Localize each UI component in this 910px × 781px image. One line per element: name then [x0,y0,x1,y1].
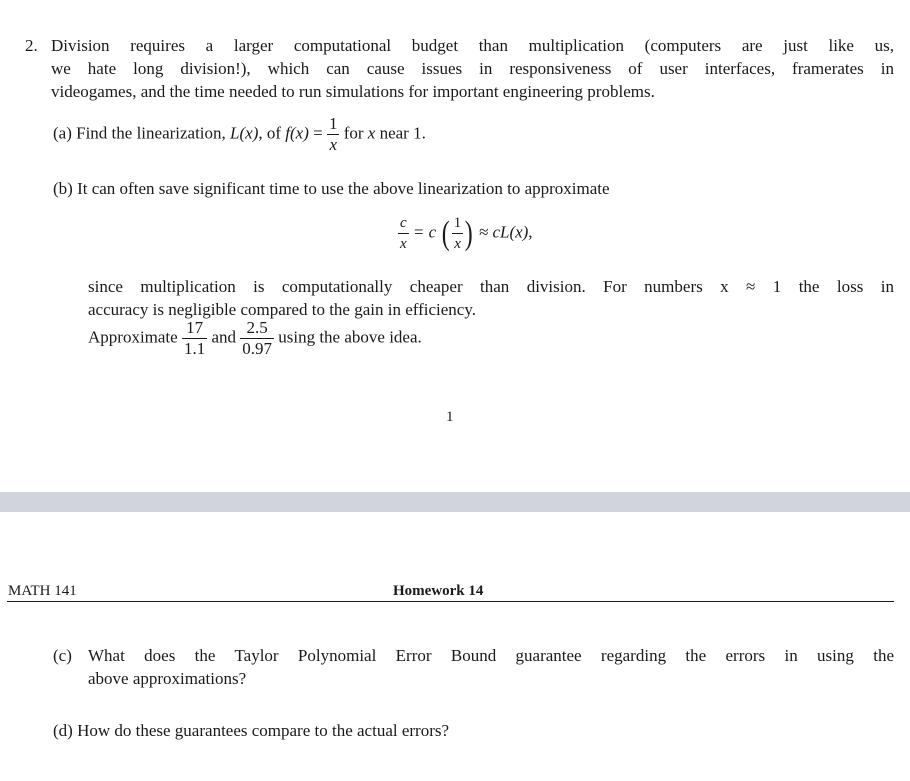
part-a-label: (a) [53,123,72,143]
c-over-x [398,214,409,253]
frac2-num: 2.5 [246,318,268,337]
part-c-line-2: above approximations? [88,669,247,688]
frac1-den: 1.1 [183,339,206,358]
approximate-end: using the above idea. [278,327,422,347]
fraction-17-over-1-1 [182,319,207,358]
linearization-symbol: L(x) [230,123,259,143]
part-a-text-end: near 1. [375,123,426,143]
eq-approx: ≈ cL(x), [478,222,533,242]
part-c-label [53,645,72,667]
frac-numerator: 1 [328,114,338,133]
fraction-2-5-over-0-97 [240,319,274,358]
problem-number: 2. [25,36,38,55]
frac-denominator: x [329,135,337,154]
part-b-label: (b) [53,179,73,198]
intro-line-2: we hate long division!), which can cause issues in responsiveness of user interfaces, framerates in [51,59,894,78]
part-a-text-before: Find the linearization, [76,123,231,143]
approximate-word: Approximate [88,327,178,347]
eq-inner-den: x [454,236,461,252]
part-d [53,720,449,742]
eq-equals-c: = c [412,222,437,242]
part-a-text-after: for [343,123,368,143]
x-variable: x [367,123,376,143]
function-symbol: f(x) [285,123,309,143]
equals-sign: = [308,123,327,143]
part-b-text: It can often save significant time to use the above linearization to approximate [77,179,610,198]
since-line-1: since multiplication is computationally cheaper than division. For numbers x ≈ 1 the loss in [88,277,894,296]
part-d-label: (d) [53,721,73,740]
part-d-text: How do these guarantees compare to the actual errors? [77,721,450,740]
header-title: Homework 14 [393,583,484,599]
intro-line-3: videogames, and the time needed to run simulations for important engineering problems. [51,82,655,101]
part-c-label-text: (c) [53,646,72,665]
inner-fraction [452,214,464,253]
eq-x: x [400,236,407,252]
eq-c: c [400,215,407,231]
page-number: 1 [446,409,454,425]
header-rule [7,601,894,602]
since-line-2: accuracy is negligible compared to the gain in efficiency. [88,300,477,319]
eq-inner-num: 1 [453,215,462,231]
part-b-heading [53,178,610,200]
and-word: and [211,327,236,347]
frac2-den: 0.97 [242,339,272,358]
part-a-text-mid: , of [258,123,286,143]
page-separator [0,492,910,512]
part-a [53,115,426,154]
part-c-line-1: What does the Taylor Polynomial Error Bound guarantee regarding the errors in using the [88,646,894,665]
header-course: MATH 141 [8,583,77,599]
intro-line-1: Division requires a larger computational budget than multiplication (computers are just like us, [51,36,894,55]
approximate-line [88,319,422,358]
fraction-one-over-x [327,115,340,154]
display-equation: $\frac{c}{x}$ = c ( $\frac{1}{x}$ ) ≈ cL(x), [400,214,533,252]
frac1-num: 17 [186,318,204,337]
